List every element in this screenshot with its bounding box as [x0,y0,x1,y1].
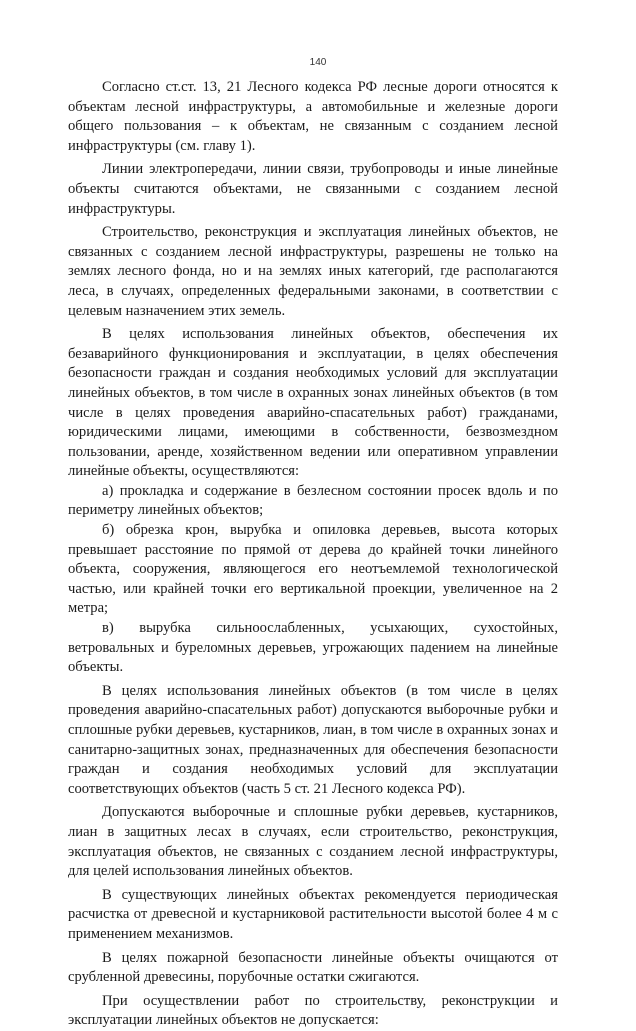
paragraph-4: В целях использования линейных объектов, обеспечения их безаварийного функционирования и эксплуатации, в целях обеспечения безопасности граждан и создания необходимых условий для эксплуатации линейных объектов, в том числе в охранных зонах линейных объектов (в том числе в целях проведения аварийно-спасательных работ) гражданами, юридическими лицами, имеющими в собственности, безвозмездном пользовании, аренде, хозяйственном ведении или оперативном управлении линейные объекты, осуществляются: [68,326,558,480]
paragraph-2: Линии электропередачи, линии связи, трубопроводы и иные линейные объекты считаются объектами, не связанными с созданием лесной инфраструктуры. [68,161,558,217]
list-item-c: в) вырубка сильноослабленных, усыхающих, сухостойных, ветровальных и буреломных деревьев, угрожающих падением на линейные объекты. [68,620,558,676]
list-item-a: а) прокладка и содержание в безлесном состоянии просек вдоль и по периметру линейных объектов; [68,482,558,519]
paragraph-9: При осуществлении работ по строительству, реконструкции и эксплуатации линейных объектов не допускается: [68,992,558,1029]
paragraph-8: В целях пожарной безопасности линейные объекты очищаются от срубленной древесины, порубочные остатки сжигаются. [68,949,558,986]
paragraph-7: В существующих линейных объектах рекомендуется периодическая расчистка от древесной и кустарниковой растительности высотой более 4 м с применением механизмов. [68,886,558,942]
paragraph-3: Строительство, реконструкция и эксплуатация линейных объектов, не связанных с созданием лесной инфраструктуры, разрешены не только на землях лесного фонда, но и на землях иных категорий, где располагаются леса, в случаях, определенных федеральными законами, в соответствии с целевым назначением этих земель. [68,224,558,319]
list-item-b: б) обрезка крон, вырубка и опиловка деревьев, высота которых превышает расстояние по прямой от дерева до крайней точки линейного объекта, сооружения, являющегося его неотъемлемой технологической частью, или крайней точки его вертикальной проекции, увеличенное на 2 метра; [68,522,558,617]
paragraph-6: Допускаются выборочные и сплошные рубки деревьев, кустарников, лиан в защитных лесах в случаях, если строительство, реконструкция, эксплуатация объектов, не связанных с созданием лесной инфраструктуры, для целей использования линейных объектов. [68,804,558,880]
paragraph-1: Согласно ст.ст. 13, 21 Лесного кодекса РФ лесные дороги относятся к объектам лесной инфраструктуры, а автомобильные и железные дороги общего пользования – к объектам, не связанным с созданием лесной инфраструктуры (см. главу 1). [68,79,558,154]
body-text [68,78,558,1031]
page-number: 140 [309,57,327,68]
paragraph-5: В целях использования линейных объектов (в том числе в целях проведения аварийно-спасательных работ) допускаются выборочные рубки и сплошные рубки деревьев, кустарников, лиан, в том числе в охранных зонах и санитарно-защитных зонах, предназначенных для обеспечения безопасности граждан и создания необходимых условий для эксплуатации соответствующих объектов (часть 5 ст. 21 Лесного кодекса РФ). [68,682,558,797]
